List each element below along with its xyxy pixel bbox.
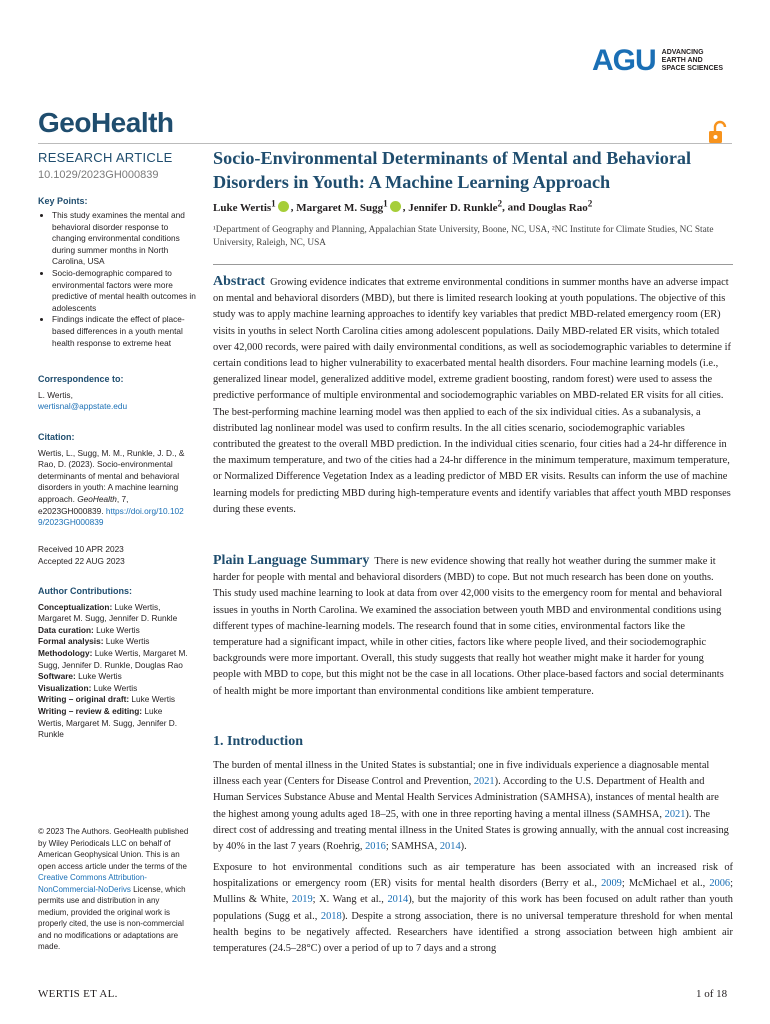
contribution-item [38, 602, 188, 625]
correspondence-name: L. Wertis, [38, 389, 73, 400]
contribution-item [38, 648, 188, 671]
dates [38, 544, 198, 567]
citation-year-link[interactable]: 2009 [601, 878, 622, 890]
contribution-item [38, 636, 188, 648]
citation-year-link[interactable]: 2006 [709, 878, 731, 890]
citation-doi-link[interactable]: https://doi.org/10.1029/2023GH000839 [38, 505, 184, 528]
contribution-names: Luke Wertis, Margaret M. Sugg, Jennifer D. Runkle [38, 705, 178, 740]
intro-paragraph-1: The burden of mental illness in the United States is substantial; one in five individuals experience a diagnosable mental illness each year (Centers for Disease Control and Prevention, 2021). According to the U.S. Department of Health and Human Services Substance Abuse and Mental Health Services Administration (SAMHSA), instances of mental health are the highest among young adults aged 18–25, with one in three reporting having a mental illness (SAMHSA, 2021). The direct cost of addressing and treating mental illness in the United States is growing annually, with the annual cost increasing by 40% in the last 7 years (Roehrig, 2016; SAMHSA, 2014). [213, 760, 729, 853]
correspondence-heading: Correspondence to: [38, 374, 124, 384]
author: Douglas Rao$^2$ [528, 198, 593, 214]
contribution-role: Writing – original draft: [38, 694, 130, 705]
contribution-item [38, 671, 188, 683]
contribution-names: Luke Wertis [129, 694, 176, 705]
citation-year-link[interactable]: 2021 [664, 808, 686, 820]
contributions-list [38, 602, 188, 741]
page-number: 1 of 18 [696, 988, 728, 1000]
contribution-role: Writing – review & editing: [38, 705, 143, 716]
contribution-names: Luke Wertis [75, 671, 122, 682]
contributions-heading: Author Contributions: [38, 586, 132, 596]
correspondence [38, 374, 198, 413]
plain-language-summary [213, 553, 733, 700]
contribution-names: Luke Wertis [91, 682, 138, 693]
citation-year-link[interactable]: 2018 [320, 910, 342, 922]
orcid-icon[interactable] [390, 201, 401, 212]
pls-heading: Plain Language Summary [213, 553, 370, 568]
contribution-role: Software: [38, 671, 76, 682]
contribution-role: Conceptualization: [38, 601, 113, 612]
abstract [213, 274, 733, 518]
journal-name: GeoHealth [38, 107, 174, 138]
intro-paragraph-2: Exposure to hot environmental conditions such as air temperature has been associated with an increased risk of hospitalizations or emergency room (ER) visits for mental health disorders (Berry et al., 2009; McMichael et al., 2006; Mullins & White, 2019; X. Wang et al., 2014), but the majority of this work has been focused on adult rather than youth populations (Sugg et al., 2018). Despite a strong association, there is no universal temperature threshold for when mental health begins to be negatively affected. Researchers have identified a strong association between high ambient air temperatures (24.5–28°C) over a period of up to 7 days and a strong [213, 862, 733, 955]
pls-text: There is new evidence showing that really hot weather during the summer make it harder for people with mental and behavioral disorders (MBD) to cope. But not much research has been done on youths. This study used machine learning to look at data from over 42,000 visits to the emergency room for mental and behavioral issues in youths in North Carolina. We examined the association between youth MBD and environmental conditions using different types of machine-learning models. The research found that in some cities, environmental factors like the temperature had a significant impact, while in other cities, factors like where people lived, and their sociodemographic backgrounds were more important. Overall, this study suggests that really hot weather might make it harder for young people with MBD to cope, but this might not be the case in all locations. Other place-based factors and social determinants of health might be more important than environmental conditions like ambient temperature. [213, 556, 724, 697]
author: Margaret M. Sugg$^1$ [296, 198, 388, 214]
key-points-heading: Key Points: [38, 196, 88, 206]
contribution-names: Luke Wertis [93, 624, 140, 635]
orcid-icon[interactable] [278, 201, 289, 212]
citation-heading: Citation: [38, 432, 75, 442]
introduction-heading: 1. Introduction [213, 734, 303, 749]
affiliations: ¹Department of Geography and Planning, Appalachian State University, Boone, NC, USA, ²NC Institute for Climate Studies, NC State University, Raleigh, NC, USA [213, 225, 714, 248]
contribution-item [38, 625, 188, 637]
contribution-names: Luke Wertis [103, 636, 150, 647]
citation-year-link[interactable]: 2021 [473, 776, 495, 788]
key-point: • Socio-demographic compared to environmental factors were more predictive of mental health outcomes in adolescents [52, 268, 198, 314]
citation-text: Wertis, L., Sugg, M. M., Runkle, J. D., & Rao, D. (2023). Socio-environmental determinants of mental and behavioral disorders in youth: A machine learning approach. GeoHealth, 7, e2023GH000839. https://doi.org/10.1029/2023GH000839 [38, 447, 185, 528]
article-title: Socio-Environmental Determinants of Mental and Behavioral Disorders in Youth: A Machine Learning Approach [213, 148, 692, 192]
key-point: • This study examines the mental and behavioral disorder response to changing environmental conditions during summer months in North Carolina, USA [52, 210, 198, 268]
agu-logo-icon: AGU [592, 44, 656, 77]
doi: 10.1029/2023GH000839 [38, 169, 159, 181]
contribution-role: Visualization: [38, 682, 92, 693]
article-type: RESEARCH ARTICLE [38, 150, 173, 165]
citation [38, 432, 190, 529]
abstract-text: Growing evidence indicates that extreme environmental conditions in summer months have an adverse impact on mental and behavioral disorders (MBD), but there is limited research looking at youth populations. The objective of this study was to apply machine learning approaches to identify key variables that predict MBD-related emergency room (ER) visits in youths in select North Carolina cities among adolescent populations. Daily MBD-related ER visits, which totaled over 42,000 records, were paired with daily environmental conditions, as well as sociodemographic variables to determine if certain conditions lead to higher vulnerability to exacerbated mental health disorders. Four machine learning models (i.e., generalized linear model, generalized additive model, extreme gradient boosting, random forest) were used to assess the predictive performance of multiple environmental and sociodemographic variables on MBD-related ER visits for all cities. The best-performing machine learning model was then applied to each of the six individual cities. As a subanalysis, a distributed lag nonlinear model was used to confirm results. In the all cities scenario, sociodemographic variables contributed the greatest to the overall MBD prediction. In the individual cities scenario, four cities had a 24-hr difference in the maximum temperature, and two of the cities had a 24-hr difference in the minimum temperature, maximum temperature, or Normalized Difference Vegetation Index as a leading predictor of MBD ER visits. Results can inform the use of machine learning models for predicting MBD during high-temperature events and identify variables that affect youth MBD responses during these events. [213, 277, 731, 515]
citation-year-link[interactable]: 2019 [291, 894, 313, 906]
key-points [38, 196, 198, 349]
key-point: • Findings indicate the effect of place-based differences in a youth mental health response to extreme heat [52, 314, 198, 349]
correspondence-email-link[interactable]: wertisnal@appstate.edu [38, 401, 128, 412]
contribution-item [38, 706, 188, 741]
contribution-item [38, 683, 188, 695]
author: Luke Wertis$^1$ [213, 198, 276, 214]
header-divider [38, 143, 732, 144]
abstract-heading: Abstract [213, 274, 266, 289]
license: © 2023 The Authors. GeoHealth published by Wiley Periodicals LLC on behalf of American Geophysical Union. This is an open access article under the terms of the Creative Commons Attribution-NonCommercial-NoDerivs License, which permits use and distribution in any medium, provided the original work is properly cited, the use is non-commercial and no modifications or adaptations are made. [38, 827, 189, 951]
agu-tagline: ADVANCING EARTH AND SPACE SCIENCES [661, 49, 724, 72]
contribution-role: Formal analysis: [38, 636, 104, 647]
footer-authors: WERTIS ET AL. [38, 988, 118, 1000]
author-list: Luke Wertis$^1$ , Margaret M. Sugg$^1$ , Jennifer D. Runkle$^2$, and Douglas Rao$^2$ [213, 198, 593, 214]
contribution-names: Luke Wertis, Margaret M. Sugg, Jennifer D. Runkle, Douglas Rao [38, 647, 188, 670]
contribution-item [38, 694, 188, 706]
agu-logo [592, 44, 732, 78]
author: Jennifer D. Runkle$^2$ [408, 198, 503, 214]
contribution-names: Luke Wertis, Margaret M. Sugg, Jennifer D. Runkle [38, 601, 178, 624]
citation-year-link[interactable]: 2014 [387, 894, 409, 906]
citation-year-link[interactable]: 2016 [365, 841, 386, 853]
accepted-date: Accepted 22 AUG 2023 [38, 555, 125, 566]
contribution-role: Data curation: [38, 624, 94, 635]
received-date: Received 10 APR 2023 [38, 544, 124, 554]
abstract-divider [213, 264, 733, 265]
citation-year-link[interactable]: 2014 [439, 841, 461, 853]
key-points-list [38, 210, 198, 349]
license-link[interactable]: Creative Commons Attribution-NonCommercial-NoDerivs [38, 873, 147, 894]
contribution-role: Methodology: [38, 647, 93, 658]
author-contributions [38, 586, 188, 741]
